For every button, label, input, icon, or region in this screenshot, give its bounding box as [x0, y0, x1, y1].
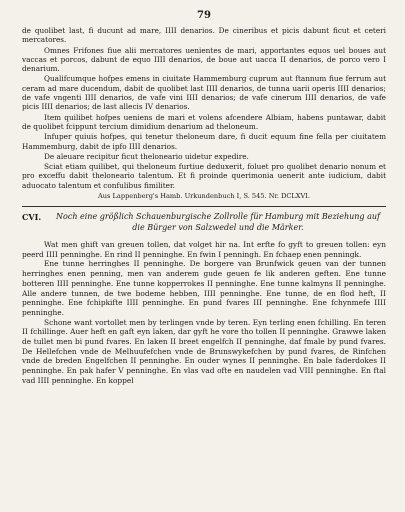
paragraph: Item quilibet hofpes ueniens de mari et volens afcendere Albiam, habens puntawar, dabit de quolibet fcippunt tercium dimidium denarium ad theloneum. — [22, 112, 386, 131]
paragraph: Schone want vortollet men by terlingen vnde by teren. Eyn terling enen fchilling. En teren II fchillinge. Auer heft en gaft eyn laken, dar gyft he vore tho tollen II penninghe. Grawwe laken de tullet men bi pund fvares. En laken II breet engelfch II penninghe, daf fmale by pund fvares. De Hellefchen vnde de Melhuufefchen vnde de Brunswykefchen by pund fvares, de Rinfchen vnde de breden Engelfchen II penninghe. En ouder wynes II penninghe. En bale faderdokes II penninghe. En pak hafer V penninghe. En vlas vad ofte en naudelen vad VIII penninghe. En ftal vad IIII penninghe. En koppel — [22, 317, 386, 385]
section-number: CVI. — [22, 212, 42, 223]
page-number: 79 — [197, 10, 211, 21]
source-note: Aus Lappenberg's Hamb. Urkundenbuch I, S. 545. Nr. DCLXVI. — [98, 192, 310, 201]
paragraph: Ene tunne herringhes II penninghe. De borgere van Brunfwick geuen van der tunnen herringhes enen penning, men van anderem gude geuen fe lik anderen geften. Ene tunne botteren IIII penninghe. Ene tunne kopperrokes II penninghe. Ene tunne kalmyns II penninghe. Alle andere tunnen, de twe bodeme hebben, IIII penninghe. Ene tunne, de en flod heft, II penninghe. Ene fchipkifte IIII penninghe. En pund fvares III penninghe. Ene fchynmefe IIII penninghe. — [22, 259, 386, 317]
paragraph: De aleuare recipitur ficut theloneario uidetur expedire. — [44, 151, 249, 161]
section-title: Noch eine größlich Schauenburgische Zollrolle für Hamburg mit Beziehung auf die Bürger von Salzwedel und die Märker. — [56, 212, 380, 232]
section-heading — [22, 212, 386, 233]
low-german-text-block — [22, 240, 386, 386]
paragraph: Infuper quiuis hofpes, qui tenetur theloneum dare, fi ducit equum fine fella per ciuitatem Hammemburg, dabit de ipfo IIII denarios. — [22, 132, 386, 151]
latin-text-block — [22, 26, 386, 190]
paragraph: Sciat etiam quilibet, qui theloneum furtiue deduxerit, foluet pro quolibet denario nonum et pro exceffu dabit theloneario talentum. Et fi proinde querimonia uenerit ante iudicium, dabit aduocato talentum et confulibus fimiliter. — [22, 162, 386, 190]
paragraph: de quolibet last, fi ducunt ad mare, IIII denarios. De cineribus et picis dabunt ficut et ceteri mercatores. — [22, 26, 386, 45]
paragraph: Omnes Frifones fiue alii mercatores uenientes de mari, apportantes equos uel boues aut vaccas et porcos, dabunt de equo IIII denarios, de boue aut uacca II denarios, de porco vero I denarium. — [22, 45, 386, 74]
paragraph: Wat men ghift van greuen tollen, dat volget hir na. Int erfte fo gyft to greuen tollen: eyn peerd IIII penninghe. En rind II penninghe. En fwin I penningh. En fchaep enen penningk. — [22, 240, 386, 259]
paragraph: Qualifcumque hofpes emens in ciuitate Hammemburg cuprum aut ftannum fiue ferrum aut ceram ad mare ducendum, dabit de quolibet last IIII denarios, de tunna uarii operis IIII denarios; de vafe vngenti IIII denarios, de vafe vini IIII denarios; de vafe cinerum IIII denarios, de vafe picis IIII denarios; de last allecis IV denarios. — [22, 74, 386, 112]
divider — [22, 206, 386, 207]
